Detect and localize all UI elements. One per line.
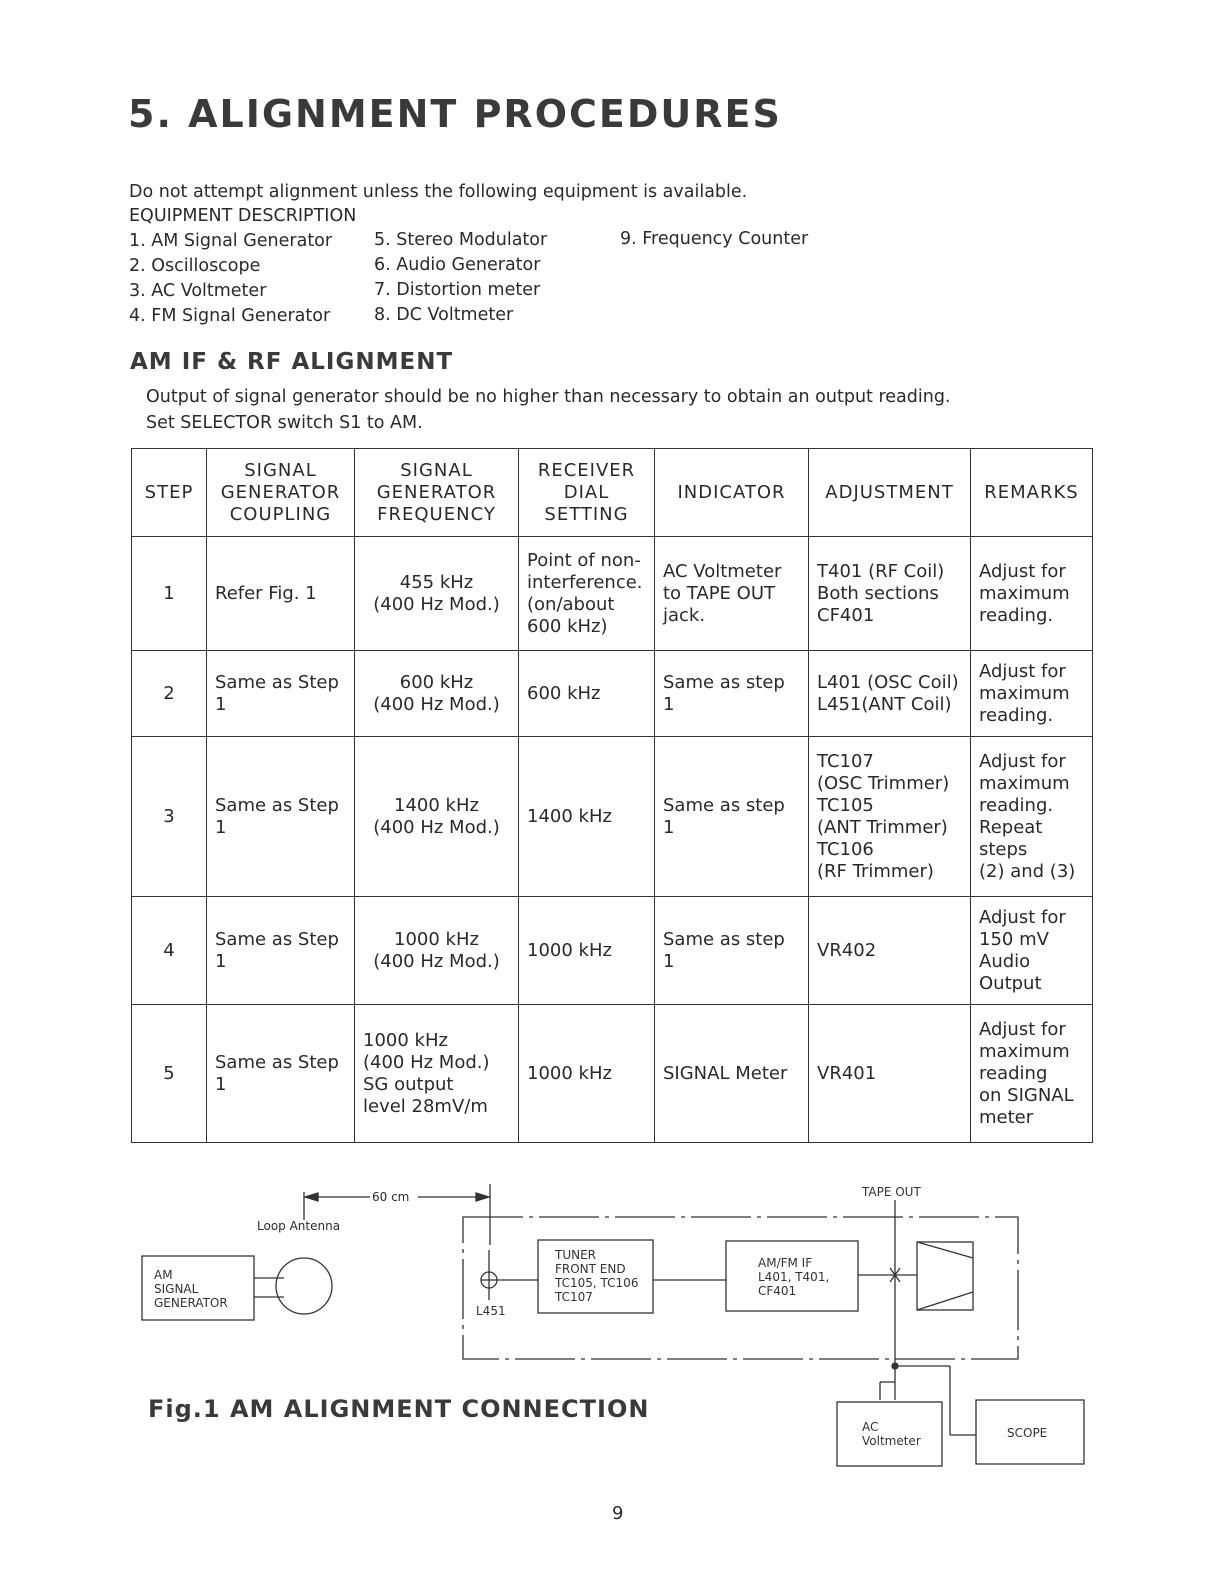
table-cell: 5 [132,1005,207,1143]
table-cell: 1400 kHz (400 Hz Mod.) [355,737,519,897]
column-header: STEP [132,449,207,537]
column-header: SIGNAL GENERATOR FREQUENCY [355,449,519,537]
table-cell: AC Voltmeter to TAPE OUT jack. [655,537,809,651]
column-header: SIGNAL GENERATOR COUPLING [207,449,355,537]
table-cell: 600 kHz (400 Hz Mod.) [355,651,519,737]
table-cell: VR401 [809,1005,971,1143]
table-cell: T401 (RF Coil) Both sections CF401 [809,537,971,651]
page-number: 9 [612,1503,624,1524]
l451-label: L451 [476,1304,506,1318]
equipment-item: 2. Oscilloscope [129,256,261,276]
table-cell: L401 (OSC Coil) L451(ANT Coil) [809,651,971,737]
table-cell: TC107 (OSC Trimmer) TC105 (ANT Trimmer) TC106 (RF Trimmer) [809,737,971,897]
table-row [132,737,1093,897]
table-cell: Adjust for maximum reading on SIGNAL meter [971,1005,1093,1143]
table-cell: Adjust for maximum reading. [971,651,1093,737]
table-row [132,897,1093,1005]
table-cell: 1000 kHz (400 Hz Mod.) [355,897,519,1005]
equipment-item: 3. AC Voltmeter [129,281,267,301]
if-block-label: AM/FM IF L401, T401, CF401 [758,1256,830,1298]
alignment-table [131,448,1093,1143]
equipment-item: 7. Distortion meter [374,280,541,300]
tuner-label: TUNER FRONT END TC105, TC106 TC107 [555,1248,639,1304]
table-cell: Same as step 1 [655,897,809,1005]
table-cell: Same as Step 1 [207,1005,355,1143]
section-note: Set SELECTOR switch S1 to AM. [146,413,423,433]
wire [917,1292,973,1310]
table-header-row [132,449,1093,537]
table-cell: 1000 kHz (400 Hz Mod.) SG output level 28mV/m [355,1005,519,1143]
tape-out-label: TAPE OUT [862,1185,921,1199]
table-cell: Point of non- interference. (on/about 600 kHz) [519,537,655,651]
table-cell: Same as Step 1 [207,897,355,1005]
equipment-heading: EQUIPMENT DESCRIPTION [129,206,357,226]
page-title: 5. ALIGNMENT PROCEDURES [128,92,782,136]
section-note: Output of signal generator should be no higher than necessary to obtain an output reading. [146,387,951,407]
equipment-item: 8. DC Voltmeter [374,305,514,325]
arrow-left-icon [305,1193,318,1201]
table-row [132,1005,1093,1143]
column-header: ADJUSTMENT [809,449,971,537]
loop-antenna-label: Loop Antenna [257,1219,341,1233]
table-cell: 3 [132,737,207,897]
equipment-item: 5. Stereo Modulator [374,230,548,250]
table-cell: 455 kHz (400 Hz Mod.) [355,537,519,651]
table-cell: Same as Step 1 [207,651,355,737]
table-cell: 1400 kHz [519,737,655,897]
table-cell: 1000 kHz [519,897,655,1005]
figure-caption: Fig.1 AM ALIGNMENT CONNECTION [148,1395,650,1423]
table-cell: SIGNAL Meter [655,1005,809,1143]
equipment-item: 4. FM Signal Generator [129,306,331,326]
intro-text: Do not attempt alignment unless the following equipment is available. [129,182,748,202]
receiver-enclosure [463,1217,1018,1359]
table-cell: 4 [132,897,207,1005]
distance-label: 60 cm [372,1190,410,1204]
column-header: INDICATOR [655,449,809,537]
loop-antenna-icon [276,1258,332,1314]
column-header: RECEIVER DIAL SETTING [519,449,655,537]
arrow-right-icon [476,1193,489,1201]
table-cell: Adjust for 150 mV Audio Output [971,897,1093,1005]
table-cell: Refer Fig. 1 [207,537,355,651]
table-cell: Adjust for maximum reading. [971,537,1093,651]
table-cell: 1 [132,537,207,651]
equipment-item: 1. AM Signal Generator [129,231,333,251]
table-row [132,651,1093,737]
am-generator-label: AM SIGNAL GENERATOR [154,1268,228,1310]
table-cell: Same as step 1 [655,651,809,737]
table-cell: Same as step 1 [655,737,809,897]
section-title: AM IF & RF ALIGNMENT [130,349,454,375]
column-header: REMARKS [971,449,1093,537]
table-cell: 2 [132,651,207,737]
scope-label: SCOPE [1007,1426,1048,1440]
ac-voltmeter-label: AC Voltmeter [862,1420,921,1448]
table-cell: 600 kHz [519,651,655,737]
table-cell: 1000 kHz [519,1005,655,1143]
table-row [132,537,1093,651]
table-cell: VR402 [809,897,971,1005]
table-cell: Adjust for maximum reading. Repeat steps (2) and (3) [971,737,1093,897]
equipment-item: 9. Frequency Counter [620,229,809,249]
wire [917,1242,973,1258]
table-cell: Same as Step 1 [207,737,355,897]
output-box [917,1242,973,1310]
equipment-item: 6. Audio Generator [374,255,541,275]
